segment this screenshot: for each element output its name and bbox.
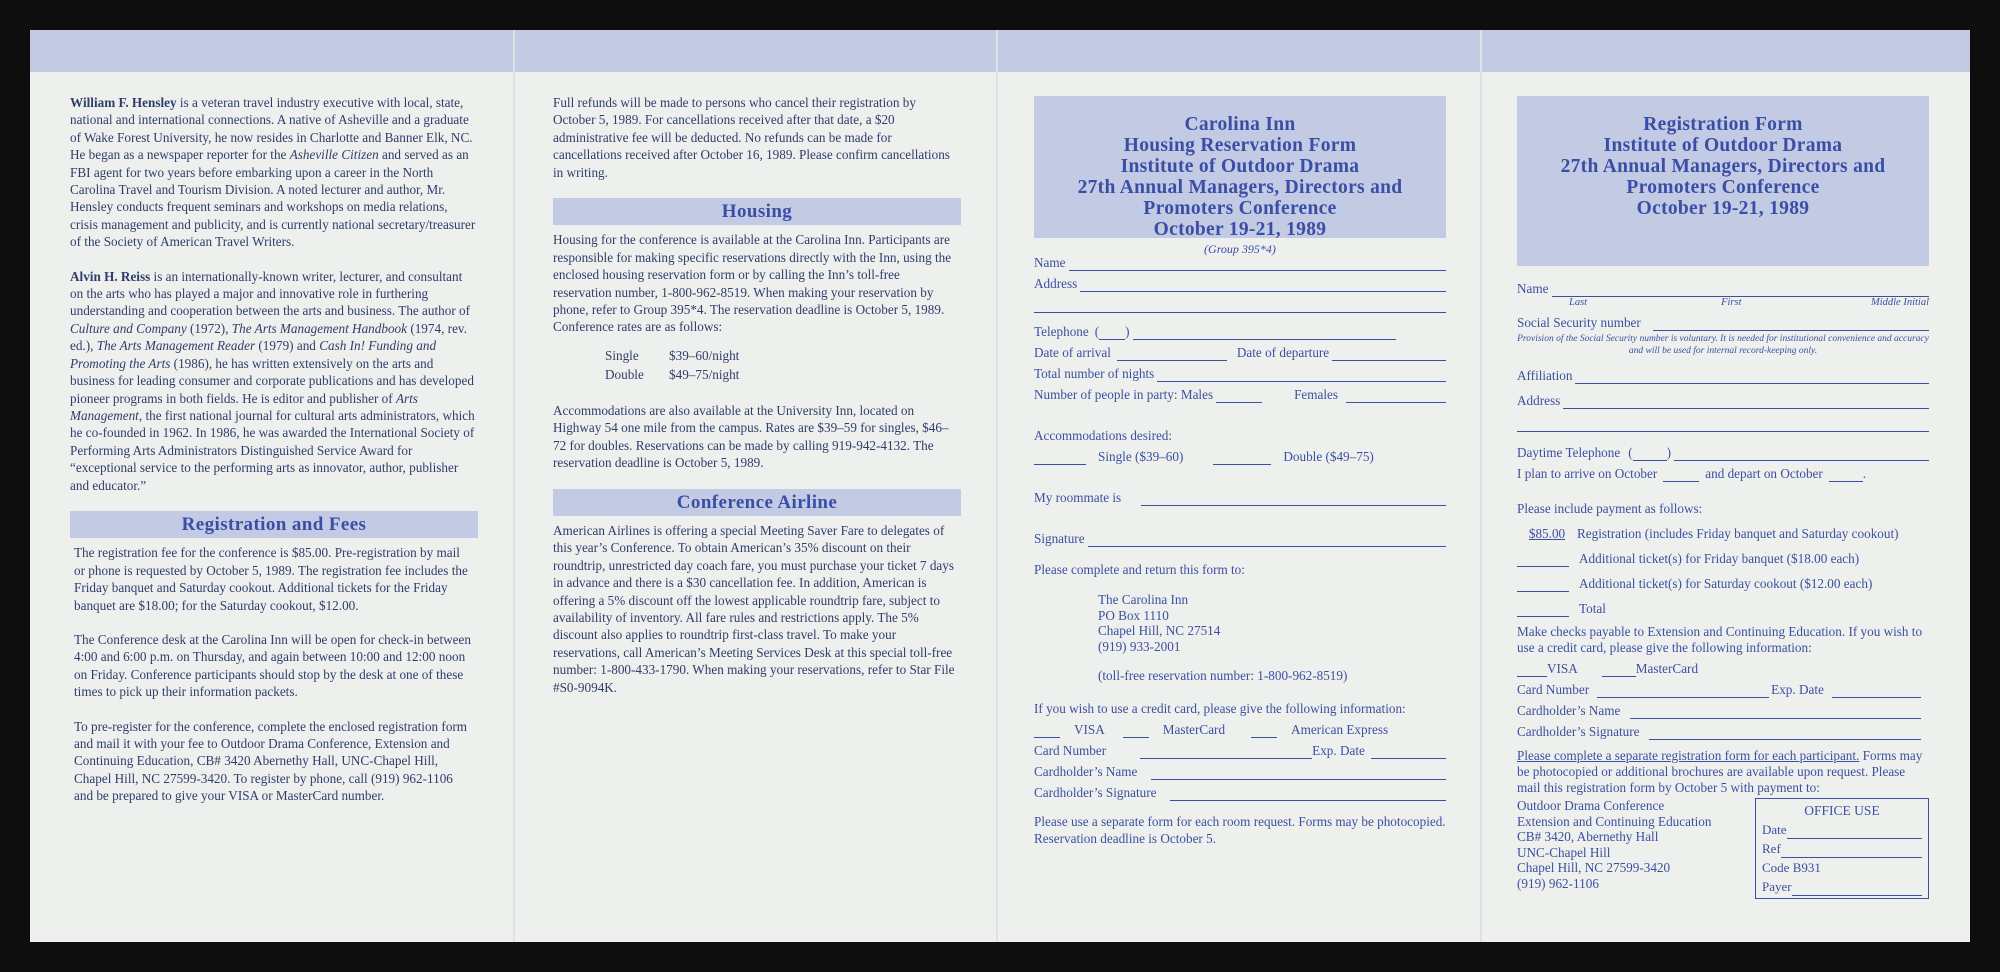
fold-line bbox=[513, 30, 515, 942]
exp-date-field[interactable] bbox=[1371, 745, 1446, 759]
group-number: (Group 395*4) bbox=[1204, 242, 1276, 256]
rate-double: Double $49–75/night bbox=[605, 366, 740, 382]
arrive-date-field[interactable] bbox=[1663, 468, 1699, 482]
office-payer-field[interactable] bbox=[1792, 882, 1922, 896]
address-field-line2[interactable] bbox=[1517, 418, 1929, 432]
roommate-field[interactable] bbox=[1141, 492, 1446, 506]
housing-form-title bbox=[1034, 96, 1446, 256]
registration-fees-heading: Registration and Fees bbox=[70, 511, 478, 538]
address-field[interactable] bbox=[1080, 278, 1446, 292]
housing-reservation-form: Carolina Inn Housing Reservation Form Institute of Outdoor Drama 27th Annual Managers, Directors and Promoters Conference October 19-21, 1989 (Group 395*4) Name Address Telephone ( ) Date of arrival Date of departure Total number of nights Number of people in party: Males Females Accommodations desired: Single ($39–60) Double ($49–75) My roommate is Signature Please complete and return this form to: The Carolina Inn PO Box 1110 Chapel Hill, NC 27514 (919) 933-2001 (toll-free reservation number: 1-800-962-8519) If you wish to use a credit card, please give the following information: VISA MasterCard American Express Card Number Exp. Date Cardholder’s Name Cardholder’s Signature Please use a separate form for each room request. Forms may be photocopied. Reservation deadline is October 5. bbox=[1034, 96, 1446, 847]
title-line: Housing Reservation Form bbox=[1123, 135, 1357, 156]
title-line: Promoters Conference bbox=[1626, 177, 1820, 198]
checks-text: Make checks payable to Extension and Continuing Education. If you wish to use a credit card, please give the following information: bbox=[1517, 624, 1923, 655]
housing-heading: Housing bbox=[553, 198, 961, 225]
brochure-sheet bbox=[30, 30, 1970, 942]
registration-fee-text: The registration fee for the conference is $85.00. Pre-registration by mail or phone is requested by October 5, 1989. The registration fee includes the Friday banquet and Saturday cookout. Additional tickets for the Friday banquet are $18.00; for the Saturday cookout, $12.00. bbox=[74, 545, 468, 613]
visa-checkbox[interactable] bbox=[1034, 724, 1060, 738]
departure-date-field[interactable] bbox=[1332, 347, 1446, 361]
signature-field[interactable] bbox=[1088, 533, 1446, 547]
conference-airline-heading: Conference Airline bbox=[553, 489, 961, 516]
cardholder-name-field[interactable] bbox=[1151, 766, 1446, 780]
refund-policy-text: Full refunds will be made to persons who cancel their registration by October 5, 1989. For cancellations received after that date, a $20 administrative fee will be deducted. No refunds can be made for cancellations received after October 16, 1989. Please confirm cancellations in writing. bbox=[553, 95, 950, 180]
address-field-line2[interactable] bbox=[1034, 299, 1446, 313]
rate-single: Single $39–60/night bbox=[605, 347, 740, 363]
affiliation-field[interactable] bbox=[1575, 370, 1929, 384]
title-line: October 19-21, 1989 bbox=[1636, 198, 1810, 219]
checkin-text: The Conference desk at the Carolina Inn will be open for check-in between 4:00 and 6:00 p.m. on Thursday, and again between 10:00 and 12:00 noon on Friday. Conference participants should stop by the desk at one of these times to pick up their information packets. bbox=[74, 631, 471, 700]
daytime-phone-field[interactable] bbox=[1674, 447, 1929, 461]
carolina-inn-address: The Carolina Inn PO Box 1110 Chapel Hill, NC 27514 (919) 933-2001 (toll-free reservation number: 1-800-962-8519) bbox=[1098, 592, 1348, 683]
airline-text: American Airlines is offering a special Meeting Saver Fare to delegates of this year’s Conference. To obtain American’s 35% discount on their roundtrip, unrestricted day coach fare, you must purchase your ticket 7 days in advance and there is a $30 cancellation fee. In addition, American is offering a 5% discount off the lowest applicable roundtrip fare, subject to availability of inventory. All fare rules and restrictions apply. The 5% discount also applies to roundtrip first-class travel. To make your reservations, call American’s Meeting Services Desk at this special toll-free number: 1-800-433-1790. When making your reservations, refer to Star File #S0-9094K. bbox=[553, 522, 955, 695]
telephone-field[interactable] bbox=[1133, 326, 1396, 340]
cardholder-signature-field[interactable] bbox=[1170, 787, 1446, 801]
exp-date-field[interactable] bbox=[1832, 684, 1921, 698]
housing-text: Housing for the conference is available at the Carolina Inn. Participants are responsible for making specific reservations directly with the Inn, using the enclosed housing reservation form or by calling the Inn’s toll-free reservation number, 1-800-962-8519. When making your reservation by phone, refer to Group 395*4. The reservation deadline is October 5, 1989. Conference rates are as follows: bbox=[553, 232, 952, 335]
registration-form: Registration Form Institute of Outdoor Drama 27th Annual Managers, Directors and Promoters Conference October 19-21, 1989 Name Last First Middle Initial Social Security number Provision of the Social Security number is voluntary. It is needed for institutional convenience and accuracy and will be used for internal record-keeping only. Affiliation Address Daytime Telephone ( ) I plan to arrive on October and depart on October . Please include payment as follows: $85.00 Registration (includes Friday banquet and Saturday cookout) Additional ticket(s) for Friday banquet ($18.00 each) Additional ticket(s) for Saturday cookout ($12.00 each) Total Make checks payable to Extension and Continuing Education. If you wish to use a credit card, please give the following information: VISA MasterCard Card Number Exp. Date Cardholder’s Name Cardholder’s Signature Please complete a separate registration form for each participant. Forms may be photocopied or additional brochures are available upon request. Please mail this registration form by October 5 with payment to: Outdoor Drama Conference Extension and Continuing Education CB# 3420, Abernethy Hall UNC-Chapel Hill Chapel Hill, NC 27599-3420 (919) 962-1106 OFFICE USE Date Ref Code B931 Payer bbox=[1517, 96, 1929, 899]
office-date-field[interactable] bbox=[1787, 825, 1922, 839]
registration-form-title bbox=[1517, 96, 1929, 266]
panel-housing-airline bbox=[553, 94, 961, 713]
males-field[interactable] bbox=[1216, 389, 1262, 403]
ssn-note: Provision of the Social Security number is voluntary. It is needed for institutional convenience and accuracy and will be used for internal record-keeping only. bbox=[1517, 334, 1929, 356]
cardholder-name-field[interactable] bbox=[1630, 705, 1921, 719]
bio-reiss: Alvin H. Reiss is an internationally-known writer, lecturer, and consultant on the arts who has played a major and innovative role in furthering understanding and cooperation between the arts and business. The author of Culture and Company (1972), The Arts Management Handbook (1974, rev. ed.), The Arts Management Reader (1979) and Cash In! Funding and Promoting the Arts (1986), he has written extensively on the arts and business for leading consumer and corporate publications and has developed pioneer programs in both fields. He is editor and publisher of Arts Management, the first national journal for cultural arts administrators, which he co-founded in 1962. In 1986, he was awarded the International Society of Performing Arts Administrators Distinguished Service Award for “exceptional service to the performing arts as innovator, author, publisher and educator.” bbox=[70, 268, 475, 493]
phone-area-code-field[interactable] bbox=[1099, 326, 1125, 340]
friday-banquet-field[interactable] bbox=[1517, 553, 1569, 567]
fold-line bbox=[996, 30, 998, 942]
arrival-date-field[interactable] bbox=[1117, 347, 1227, 361]
saturday-cookout-field[interactable] bbox=[1517, 578, 1569, 592]
name-field[interactable] bbox=[1069, 257, 1447, 271]
title-line: October 19-21, 1989 bbox=[1153, 219, 1327, 240]
ssn-field[interactable] bbox=[1653, 317, 1929, 331]
cardholder-signature-field[interactable] bbox=[1649, 726, 1921, 740]
title-line: Registration Form bbox=[1643, 114, 1803, 135]
top-color-band bbox=[30, 30, 1970, 72]
visa-checkbox[interactable] bbox=[1517, 663, 1547, 677]
title-line: 27th Annual Managers, Directors and bbox=[1560, 156, 1886, 177]
title-line: Institute of Outdoor Drama bbox=[1603, 135, 1843, 156]
females-field[interactable] bbox=[1346, 389, 1446, 403]
mastercard-checkbox[interactable] bbox=[1602, 663, 1636, 677]
fold-line bbox=[1480, 30, 1482, 942]
mailing-address: Outdoor Drama Conference Extension and Continuing Education CB# 3420, Abernethy Hall UNC-Chapel Hill Chapel Hill, NC 27599-3420 (919) 962-1106 bbox=[1517, 798, 1712, 891]
housing-form-footer: Please use a separate form for each room request. Forms may be photocopied. Reservation deadline is October 5. bbox=[1034, 813, 1446, 846]
title-line: Carolina Inn bbox=[1184, 114, 1296, 135]
university-inn-text: Accommodations are also available at the University Inn, located on Highway 54 one mile from the campus. Rates are $39–59 for singles, $46–72 for doubles. Reservations can be made by calling 919-942-4132. The reservation deadline is October 5, 1989. bbox=[553, 402, 949, 471]
phone-area-code-field[interactable] bbox=[1633, 447, 1667, 461]
depart-date-field[interactable] bbox=[1829, 468, 1863, 482]
title-line: Institute of Outdoor Drama bbox=[1120, 156, 1360, 177]
separate-form-text: Please complete a separate registration form for each participant. Forms may be photocopied or additional brochures are available upon request. Please mail this registration form by October 5 with payment to: bbox=[1517, 748, 1923, 795]
card-number-field[interactable] bbox=[1597, 684, 1769, 698]
card-number-field[interactable] bbox=[1140, 745, 1312, 759]
registration-fee-amount: $85.00 bbox=[1528, 526, 1566, 541]
single-room-field[interactable] bbox=[1034, 451, 1086, 465]
panel-speakers-registration bbox=[70, 94, 478, 822]
office-ref-field[interactable] bbox=[1781, 844, 1922, 858]
name-subfields: Last First Middle Initial bbox=[1569, 297, 1929, 308]
name-field[interactable] bbox=[1552, 283, 1930, 297]
nights-field[interactable] bbox=[1157, 368, 1446, 382]
amex-checkbox[interactable] bbox=[1251, 724, 1277, 738]
office-use-box: OFFICE USE Date Ref Code B931 Payer bbox=[1755, 798, 1929, 899]
total-field[interactable] bbox=[1517, 603, 1569, 617]
title-line: 27th Annual Managers, Directors and bbox=[1077, 177, 1403, 198]
title-line: Promoters Conference bbox=[1143, 198, 1337, 219]
mastercard-checkbox[interactable] bbox=[1123, 724, 1149, 738]
bio-hensley: William F. Hensley is a veteran travel industry executive with local, state, national and international connections. A native of Asheville and a graduate of Wake Forest University, he now resides in Charlotte and Banner Elk, NC. He began as a newspaper reporter for the Asheville Citizen and served as an FBI agent for two years before embarking upon a career in the North Carolina Travel and Tourism Division. A noted lecturer and author, Mr. Hensley conducts frequent seminars and workshops on media relations, crisis management and publicity, and is currently national secretary/treasurer of the Society of American Travel Writers. bbox=[70, 95, 476, 250]
preregister-text: To pre-register for the conference, complete the enclosed registration form and mail it with your fee to Outdoor Drama Conference, Extension and Continuing Education, CB# 3420 Abernethy Hall, UNC-Chapel Hill, Chapel Hill, NC 27599-3420. To register by phone, call (919) 962-1106 and be prepared to give your VISA or MasterCard number. bbox=[74, 718, 468, 804]
double-room-field[interactable] bbox=[1213, 451, 1271, 465]
rate-table bbox=[605, 346, 961, 384]
address-field[interactable] bbox=[1563, 395, 1929, 409]
